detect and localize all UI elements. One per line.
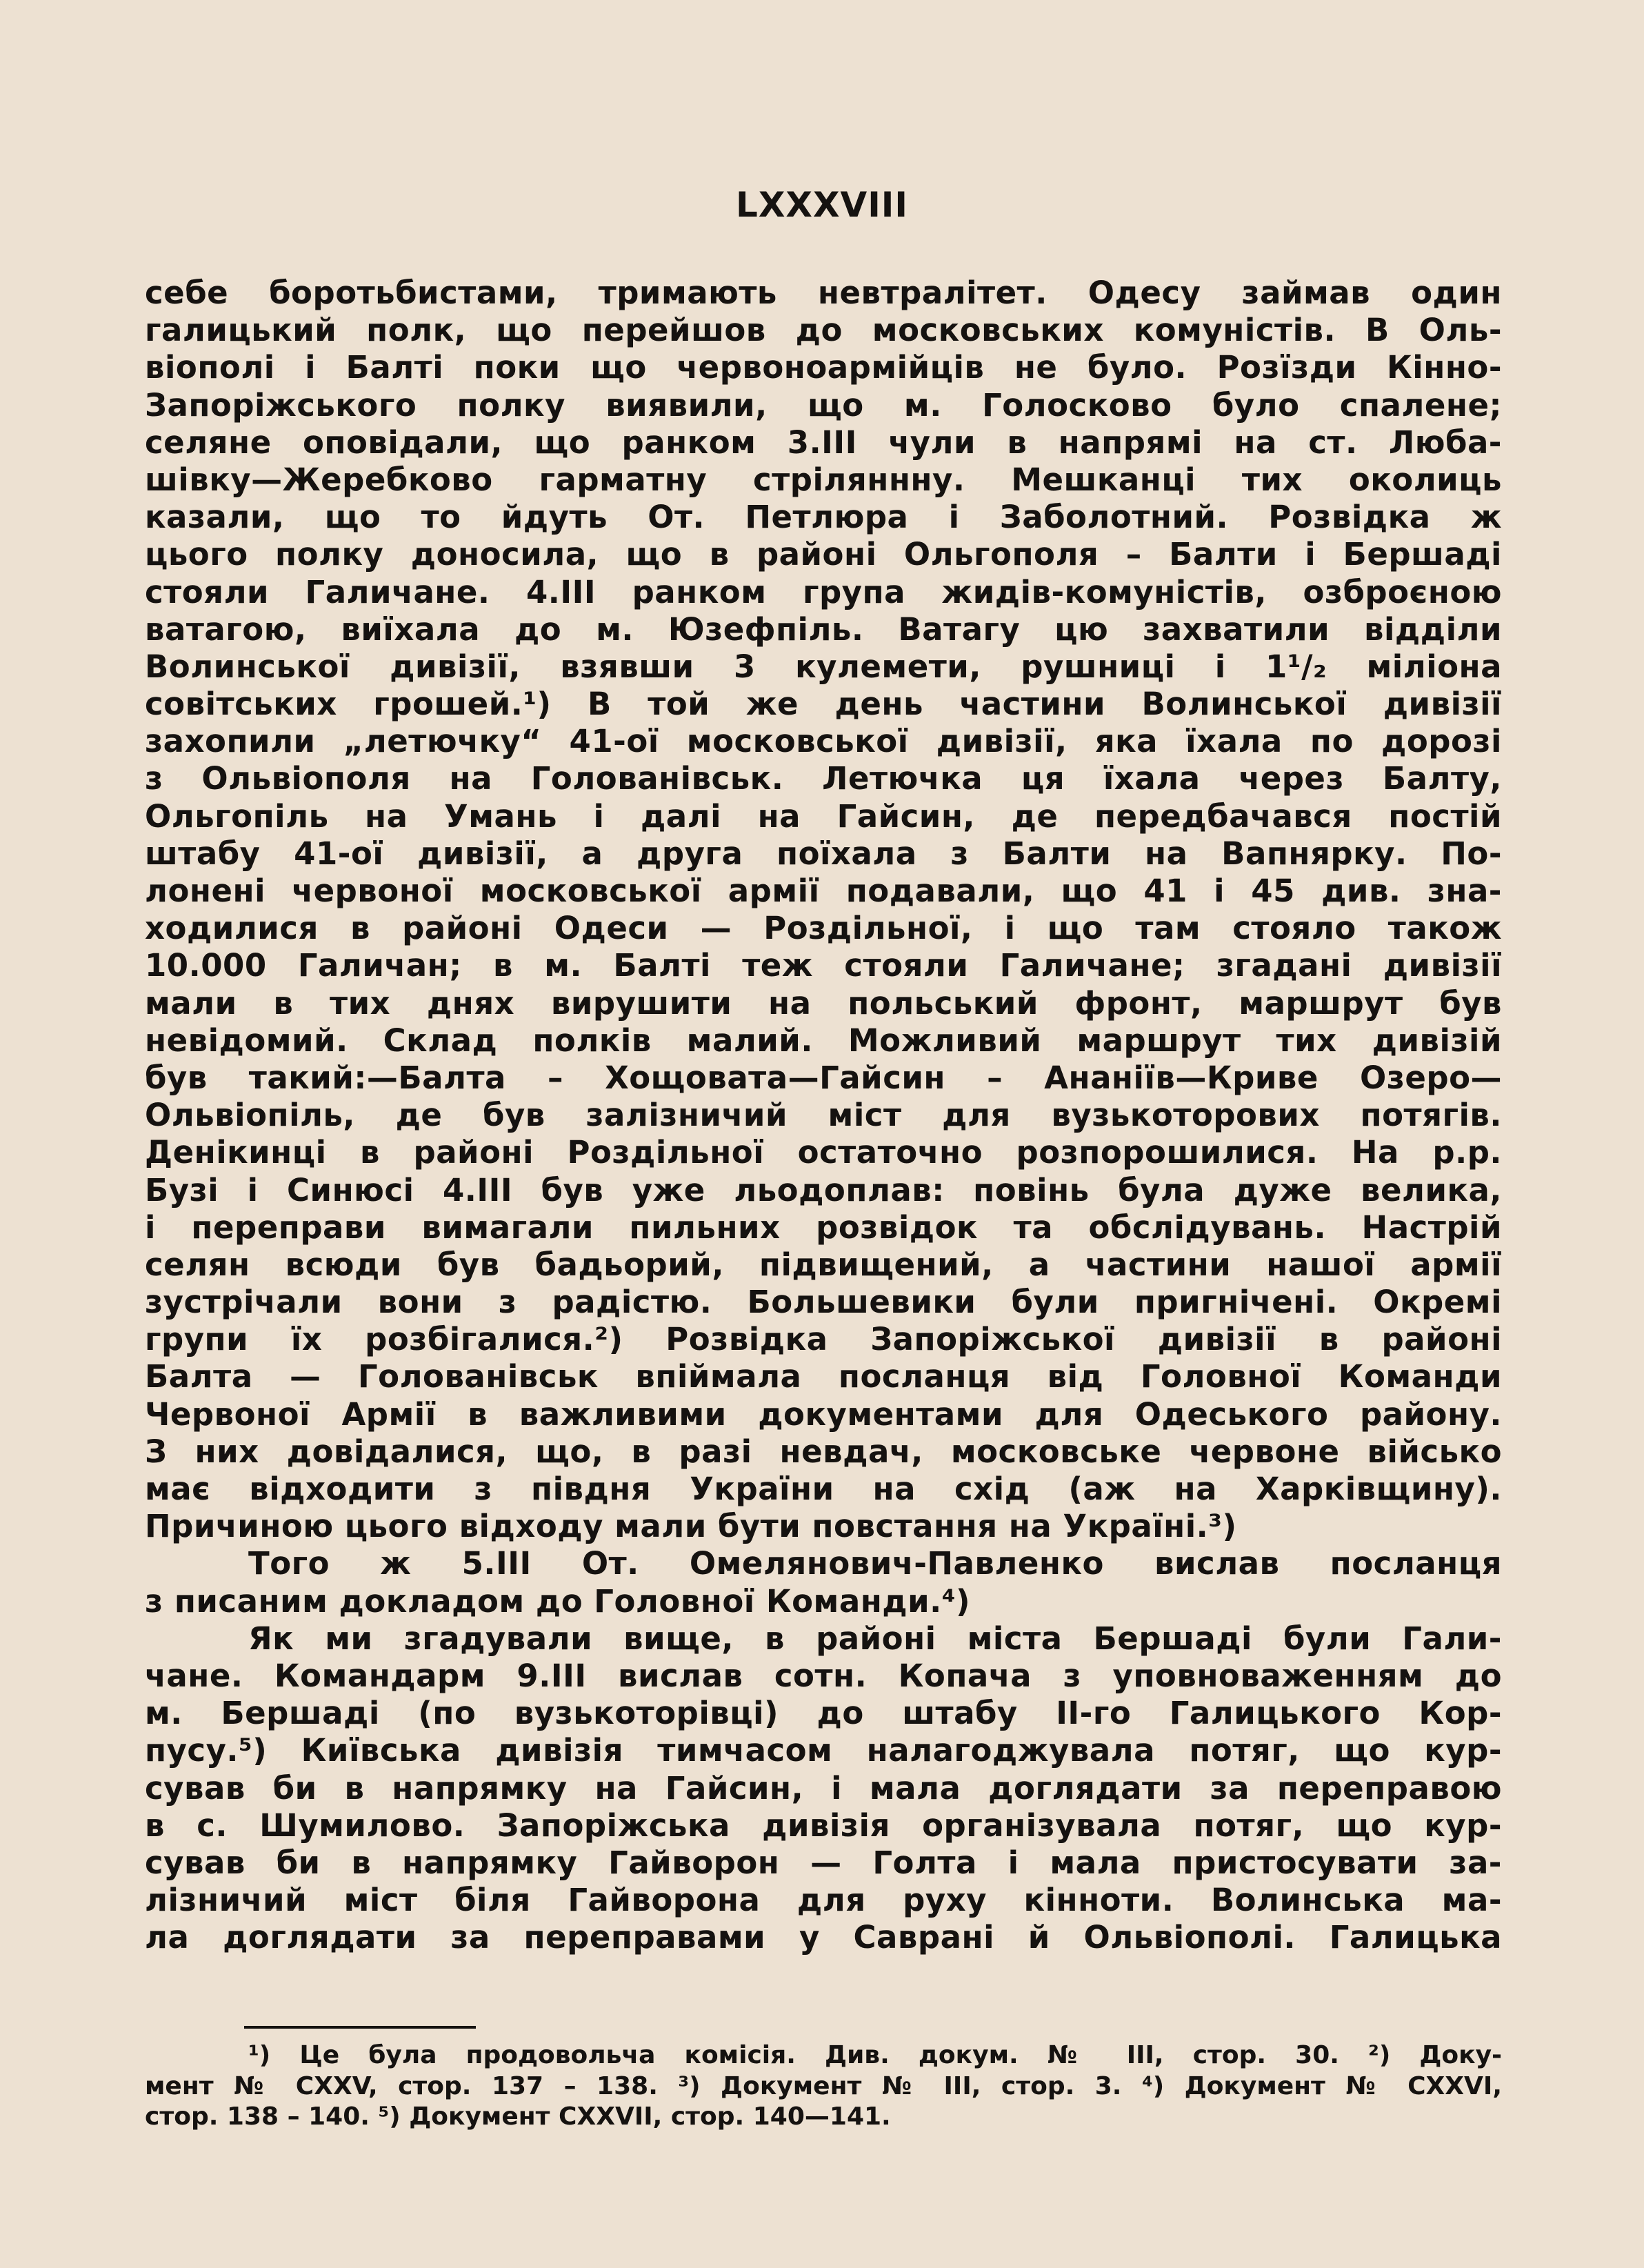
text-line: себе боротьбистами, тримають невтралітет. Одесу займав один — [145, 275, 1502, 311]
text-line: зустрічали вони з радістю. Большевики були пригнічені. Окремі — [145, 1284, 1502, 1321]
text-line: казали, що то йдуть От. Петлюра і Заболотний. Розвідка ж — [145, 499, 1502, 536]
text-line: З них довідалися, що, в разі невдач, московське червоне військо — [145, 1433, 1502, 1470]
text-line: з писаним докладом до Головної Команди.⁴) — [145, 1582, 971, 1620]
text-line: селяне оповідали, що ранком 3.ІІІ чули в напрямі на ст. Люба- — [145, 424, 1502, 461]
text-line: невідомий. Склад полків малий. Можливий маршрут тих дивізій — [145, 1022, 1502, 1059]
footnote-line: ¹) Це була продовольча комісія. Див. докум. № III, стор. 30. ²) Доку- — [248, 2041, 1502, 2069]
text-line: Ольвіопіль, де був залізничий міст для вузькоторових потягів. — [145, 1097, 1502, 1134]
text-line: був такий:—Балта – Хощовата—Гайсин – Ананіїв—Криве Озеро— — [145, 1059, 1502, 1096]
text-line: з Ольвіополя на Голованівськ. Летючка ця їхала через Балту, — [145, 760, 1502, 797]
text-line: Балта — Голованівськ впіймала посланця від Головної Команди — [145, 1358, 1502, 1395]
text-line: селян всюди був бадьорий, підвищений, а частини нашої армії — [145, 1246, 1502, 1283]
text-line: м. Бершаді (по вузькоторівці) до штабу ІІ-го Галицького Кор- — [145, 1695, 1502, 1732]
text-line: стояли Галичане. 4.ІІІ ранком група жидів-комуністів, озброєною — [145, 573, 1502, 610]
text-line: має відходити з півдня України на схід (аж на Харківщину). — [145, 1471, 1502, 1507]
text-line: Бузі і Синюсі 4.ІІІ був уже льодоплав: повінь була дуже велика, — [145, 1171, 1502, 1208]
text-line: 10.000 Галичан; в м. Балті теж стояли Галичане; згадані дивізії — [145, 947, 1502, 984]
text-line: пусу.⁵) Київська дивізія тимчасом налагоджувала потяг, що кур- — [145, 1732, 1502, 1769]
footnote-divider — [244, 2026, 476, 2029]
text-line: Причиною цього відходу мали бути повстання на Україні.³) — [145, 1508, 1237, 1545]
text-line: лонені червоної московської армії подавали, що 41 і 45 див. зна- — [145, 873, 1502, 909]
text-line: в с. Шумилово. Запоріжська дивізія організувала потяг, що кур- — [145, 1807, 1502, 1844]
footnote-line: стор. 138 – 140. ⁵) Документ CXXVII, стор. 140—141. — [145, 2102, 891, 2131]
text-line: ватагою, виїхала до м. Юзефпіль. Ватагу цю захватили відділи — [145, 610, 1502, 648]
footnotes — [145, 2040, 1502, 2133]
text-line: мали в тих днях вирушити на польський фронт, маршрут був — [145, 984, 1502, 1022]
text-line: Того ж 5.ІІІ От. Омелянович-Павленко вислав посланця — [248, 1545, 1502, 1582]
text-line: галицький полк, що перейшов до московських комуністів. В Оль- — [145, 312, 1502, 349]
text-line: шівку—Жеребково гарматну стріляннну. Мешканці тих околиць — [145, 461, 1502, 498]
text-line: Червоної Армії в важливими документами для Одеського району. — [145, 1395, 1502, 1433]
text-line: Запоріжського полку виявили, що м. Голосково було спалене; — [145, 386, 1502, 424]
text-line: сував би в напрямку на Гайсин, і мала доглядати за переправою — [145, 1769, 1502, 1807]
text-line: цього полку доносила, що в районі Ольгополя – Балти і Бершаді — [145, 536, 1502, 573]
text-line: Ольгопіль на Умань і далі на Гайсин, де передбачався постій — [145, 797, 1502, 835]
footnote-line: мент № CXXV, стор. 137 – 138. ³) Документ № III, стор. 3. ⁴) Документ № CXXVI, — [145, 2071, 1502, 2100]
text-line: віополі і Балті поки що червоноармійців не було. Розїзди Кінно- — [145, 349, 1502, 386]
text-line: ла доглядати за переправами у Саврані й Ольвіополі. Галицька — [145, 1919, 1502, 1956]
text-line: Як ми згадували вище, в районі міста Бершаді були Гали- — [248, 1620, 1502, 1657]
text-line: Волинської дивізії, взявши 3 кулемети, рушниці і 1¹/₂ міліона — [145, 648, 1502, 685]
text-line: штабу 41-ої дивізії, а друга поїхала з Балти на Вапнярку. По- — [145, 835, 1502, 872]
text-line: чане. Командарм 9.ІІІ вислав сотн. Копача з уповноваженням до — [145, 1657, 1502, 1694]
text-line: Денікинці в районі Роздільної остаточно розпорошилися. На р.р. — [145, 1134, 1502, 1171]
text-line: групи їх розбігалися.²) Розвідка Запоріжської дивізії в районі — [145, 1321, 1502, 1358]
text-line: лізничий міст біля Гайворона для руху кінноти. Волинська ма- — [145, 1882, 1502, 1919]
text-line: і переправи вимагали пильних розвідок та обслідувань. Настрій — [145, 1208, 1502, 1246]
text-line: ходилися в районі Одеси — Роздільної, і що там стояло також — [145, 910, 1502, 947]
page-number: LXXXVIII — [735, 185, 909, 225]
body-text — [145, 275, 1502, 1956]
text-line: захопили „летючку“ 41-ої московської дивізії, яка їхала по дорозі — [145, 723, 1502, 760]
text-line: совітських грошей.¹) В той же день частини Волинської дивізії — [145, 686, 1502, 723]
text-line: сував би в напрямку Гайворон — Голта і мала пристосувати за- — [145, 1844, 1502, 1881]
